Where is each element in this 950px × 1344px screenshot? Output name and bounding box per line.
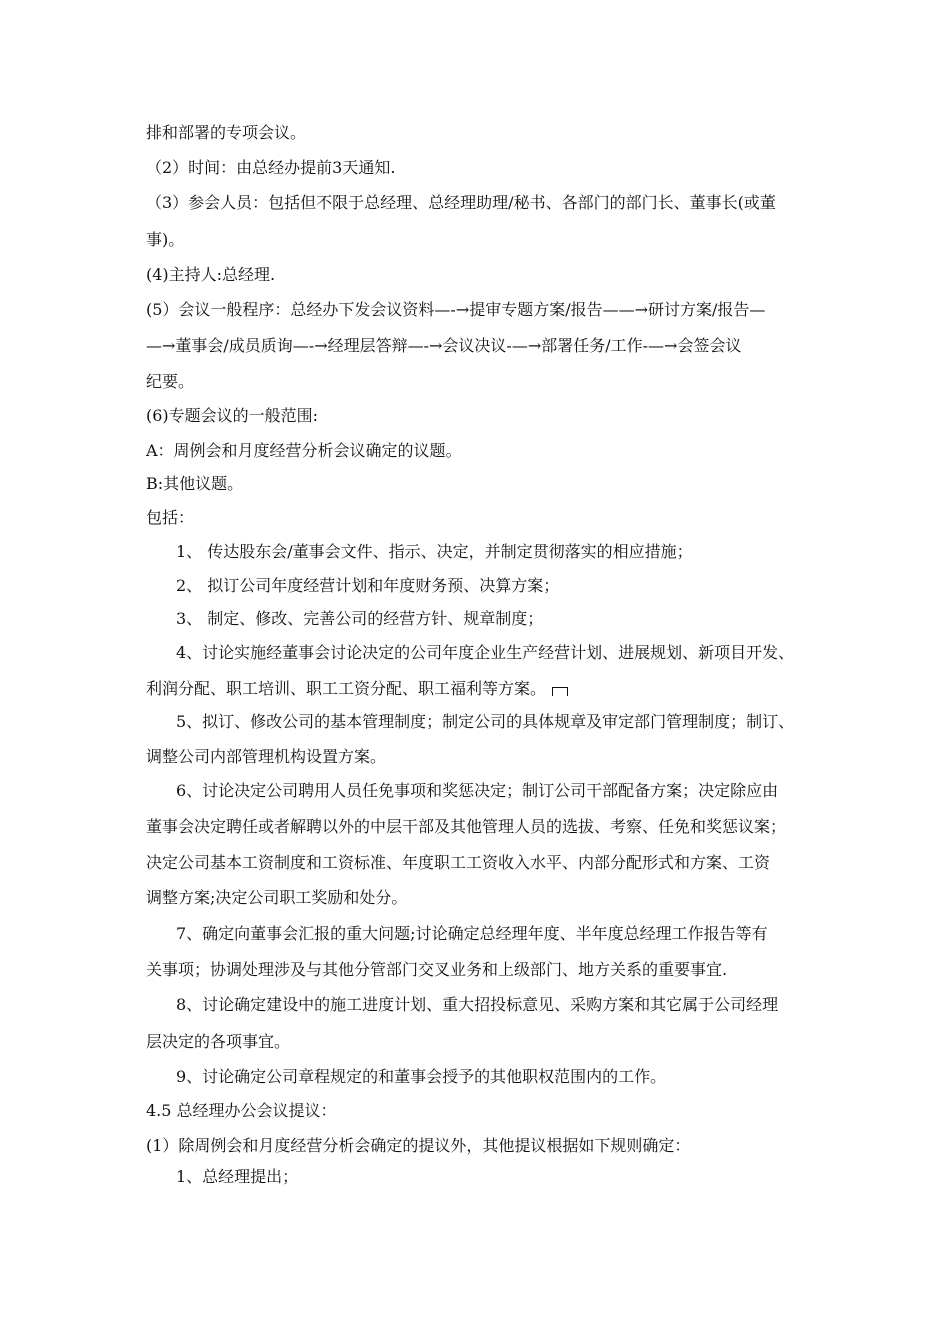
paragraph-line: 包括： [146,508,195,527]
paragraph-line: 排和部署的专项会议。 [146,123,307,142]
list-item-line: 1、总经理提出； [176,1167,299,1186]
list-item-line: 1、 传达股东会/董事会文件、指示、决定，并制定贯彻落实的相应措施； [176,542,693,561]
paragraph-line: 关事项；协调处理涉及与其他分管部门交叉业务和上级部门、地方关系的重要事宜. [146,960,728,979]
paragraph-line: 层决定的各项事宜。 [146,1032,291,1051]
paragraph-line: B:其他议题。 [146,474,244,493]
list-item-line: 7、确定向董事会汇报的重大问题;讨论确定总经理年度、半年度总经理工作报告等有 [176,924,768,943]
paragraph-line: (1）除周例会和月度经营分析会确定的提议外，其他提议根据如下规则确定： [146,1136,691,1155]
paragraph-line: 纪要。 [146,372,195,391]
list-item-line: 9、讨论确定公司章程规定的和董事会授予的其他职权范围内的工作。 [176,1067,667,1086]
list-item-line: 4、讨论实施经董事会讨论决定的公司年度企业生产经营计划、进展规划、新项目开发、 [176,643,795,662]
paragraph-line: (5）会议一般程序：总经办下发会议资料—-→提审专题方案/报告——→研讨方案/报告— [146,300,766,319]
paragraph-line: 调整方案;决定公司职工奖励和处分。 [146,888,408,907]
list-item-line: 6、讨论决定公司聘用人员任免事项和奖惩决定；制订公司干部配备方案；决定除应由 [176,781,779,800]
paragraph-line: (6)专题会议的一般范围: [146,406,319,425]
paragraph-line: —→董事会/成员质询—-→经理层答辩—-→会议决议-—→部署任务/工作-—→会签会议 [146,336,742,355]
paragraph-line: （2）时间：由总经办提前3天通知. [146,158,396,177]
paragraph-line: 决定公司基本工资制度和工资标准、年度职工工资收入水平、内部分配形式和方案、工资 [146,853,771,872]
paragraph-line: (4)主持人:总经理. [146,265,276,284]
paragraph-line: 董事会决定聘任或者解聘以外的中层干部及其他管理人员的选拔、考察、任免和奖惩议案； [146,817,787,836]
section-heading: 4.5 总经理办公会议提议： [146,1101,337,1120]
list-item-line: 3、 制定、修改、完善公司的经营方针、规章制度； [176,609,544,628]
list-item-line: 5、拟订、修改公司的基本管理制度；制定公司的具体规章及审定部门管理制度；制订、 [176,712,795,731]
paragraph-line: 调整公司内部管理机构设置方案。 [146,747,387,766]
paragraph-line: （3）参会人员：包括但不限于总经理、总经理助理/秘书、各部门的部门长、董事长(或董 [146,193,776,212]
list-item-line: 2、 拟订公司年度经营计划和年度财务预、决算方案； [176,576,560,595]
bracket-mark [552,687,568,696]
paragraph-line-text: 利润分配、职工培训、职工工资分配、职工福利等方案。 [146,679,547,698]
paragraph-line [146,677,568,701]
list-item-line: 8、讨论确定建设中的施工进度计划、重大招投标意见、采购方案和其它属于公司经理 [176,995,779,1014]
paragraph-line: 事)。 [146,230,185,249]
paragraph-line: A：周例会和月度经营分析会议确定的议题。 [146,441,462,460]
